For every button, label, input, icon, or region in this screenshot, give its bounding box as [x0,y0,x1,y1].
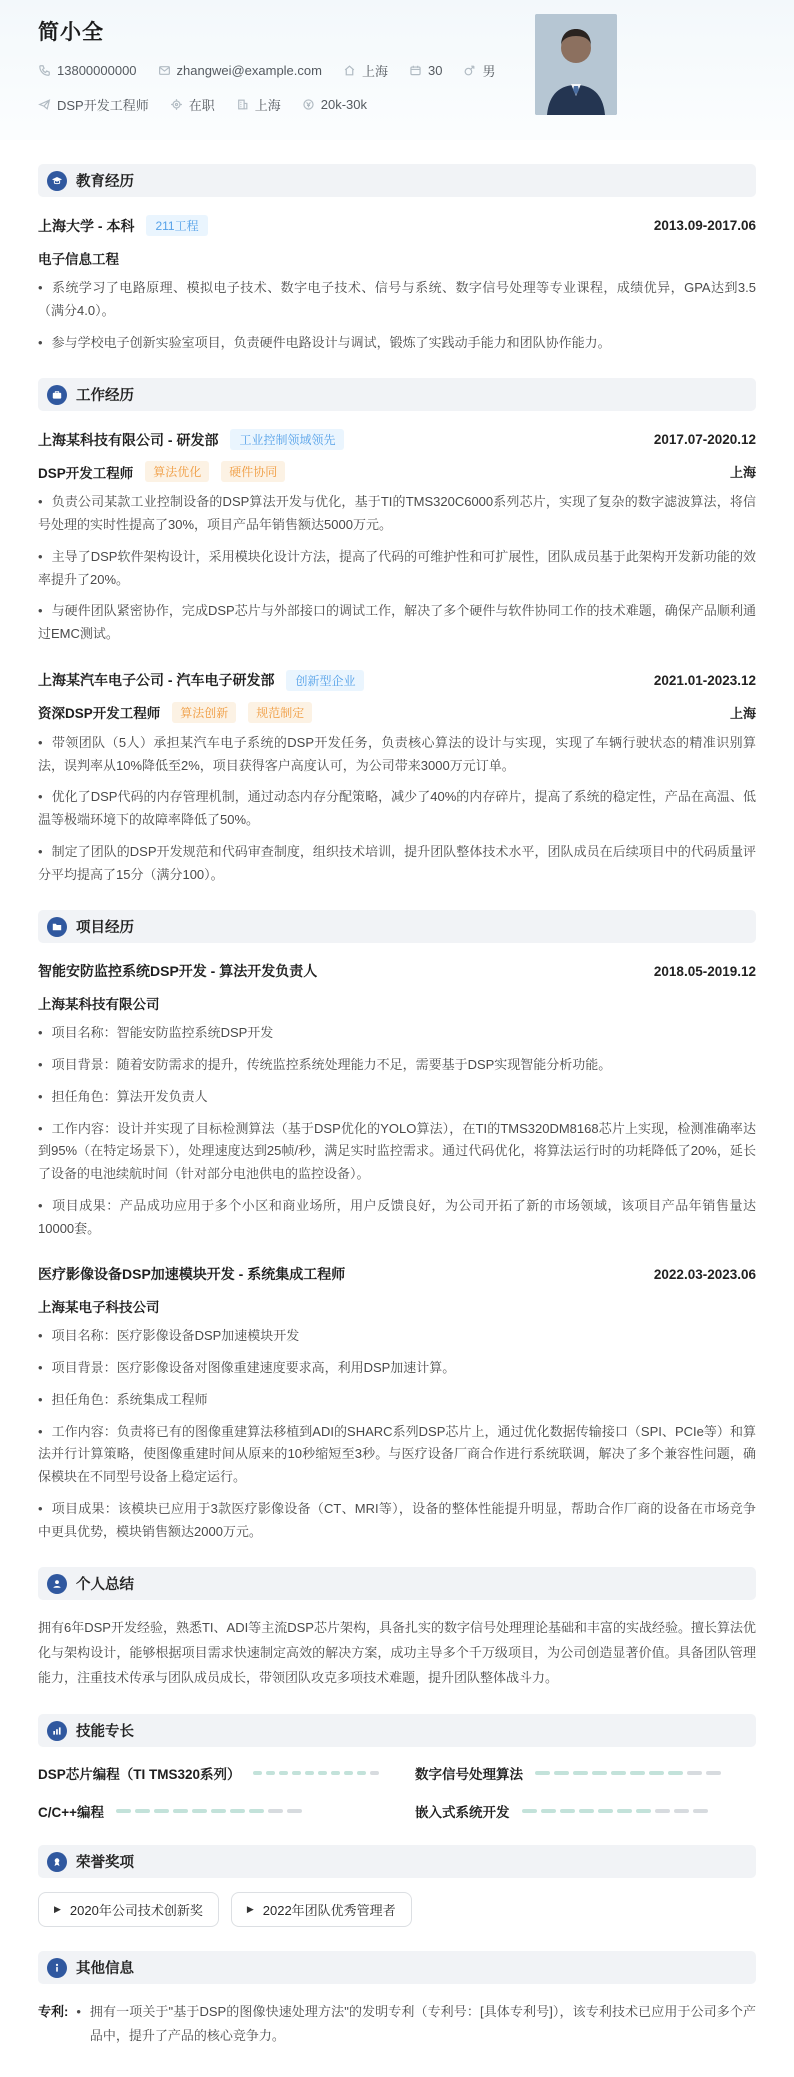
info-icon [47,1958,67,1978]
bullet-dot: • [76,2004,81,2020]
work-bullet: • 与硬件团队紧密协作，完成DSP芯片与外部接口的调试工作，解决了多个硬件与软件协同工作的技术难题，确保产品顺利通过EMC测试。 [38,600,756,646]
section-summary [38,1567,756,1690]
project-name: 智能安防监控系统DSP开发 - 算法开发负责人 [38,963,318,980]
honor-button[interactable] [38,1892,219,1927]
caret-right-icon: ▶ [54,1904,61,1915]
age-value: 30 [427,63,443,78]
skills-title: 技能专长 [76,1724,134,1741]
work-location: 上海 [729,465,756,481]
company-name: 上海某科技有限公司 - 研发部 [38,431,219,448]
location-icon [343,64,356,77]
projects-section-header [38,910,756,943]
age-item [409,63,442,78]
school-badge: 211工程 [146,215,207,236]
gender-item [463,61,495,80]
patent-item [38,2000,756,2047]
email-value: zhangwei@example.com [176,63,322,78]
project-bullet: • 项目成果：该模块已应用于3款医疗影像设备（CT、MRI等），设备的整体性能提升明显，帮助合作厂商的设备在市场竞争中更具优势，模块销售额达2000万元。 [38,1498,756,1544]
job-title-icon [38,98,51,111]
salary-value: 20k-30k [320,97,368,112]
profile-photo [535,14,617,115]
education-bullet: • 系统学习了电路原理、模拟电子技术、数字电子技术、信号与系统、数字信号处理等专业课程，成绩优异，GPA达到3.5（满分4.0）。 [38,277,756,323]
project-bullet: • 项目名称：智能安防监控系统DSP开发 [38,1022,756,1045]
project-entry [38,1264,756,1543]
honor-button[interactable] [231,1892,412,1927]
work-section-header [38,378,756,411]
city-value: 上海 [254,98,281,113]
school-name: 上海大学 - 本科 [38,217,135,234]
work-entry [38,429,756,646]
city-item [236,95,281,114]
section-projects [38,910,756,1543]
work-icon [47,385,67,405]
caret-right-icon: ▶ [246,1904,254,1915]
honors-section-header [38,1845,756,1878]
work-date: 2017.07-2020.12 [653,432,756,448]
work-bullet: • 优化了DSP代码的内存管理机制，通过动态内存分配策略，减少了40%的内存碎片，提高了系统的稳定性，产品在高温、低温等极端环境下的故障率降低了50%。 [38,786,756,832]
summary-section-header [38,1567,756,1600]
resume-header [0,0,794,140]
education-date: 2013.09-2017.06 [653,218,756,233]
other-title: 其他信息 [76,1961,134,1978]
city-icon [236,98,249,111]
status-icon [170,98,183,111]
salary-item [302,97,367,112]
skill-item [38,1801,379,1821]
summary-icon [47,1574,67,1594]
work-entry [38,670,756,887]
salary-icon [302,98,315,111]
role-tag: 算法优化 [145,461,209,482]
summary-text: 拥有6年DSP开发经验，熟悉TI、ADI等主流DSP芯片架构，具备扎实的数字信号处理理论基础和丰富的实战经验。擅长算法优化与架构设计，能够根据项目需求快速制定高效的解决方案，成功主导多个千万级项目，为公司创造显著价值。具备团队管理能力，注重技术传承与团队成员成长，带领团队攻克多项技术难题，提升团队整体战斗力。 [38,1620,756,1685]
education-entry [38,215,756,354]
phone-value: 13800000000 [57,63,137,78]
job-role: DSP开发工程师 [38,465,134,481]
job-title-item [38,95,149,114]
skill-bar [522,1809,757,1813]
patent-text: 拥有一项关于"基于DSP的图像快速处理方法"的发明专利（专利号：[具体专利号]），该专利技术已应用于公司多个产品中，提升了产品的核心竞争力。 [89,2004,756,2043]
email-item [158,63,322,78]
projects-icon [47,917,67,937]
work-bullet: • 带领团队（5人）承担某汽车电子系统的DSP开发任务，负责核心算法的设计与实现，实现了车辆行驶状态的精准识别算法，误判率从10%降低至2%，项目获得客户高度认可，为公司带来3000万元订单。 [38,732,756,778]
education-bullet: • 参与学校电子创新实验室项目，负责硬件电路设计与调试，锻炼了实践动手能力和团队协作能力。 [38,332,756,355]
project-company: 上海某电子科技公司 [38,1300,160,1316]
skill-bar [535,1771,756,1775]
work-bullet: • 负责公司某款工业控制设备的DSP算法开发与优化，基于TI的TMS320C6000系列芯片，实现了复杂的数字滤波算法，将信号处理的实时性提高了30%，项目产品年销售额达5000万元。 [38,491,756,537]
project-name: 医疗影像设备DSP加速模块开发 - 系统集成工程师 [38,1266,346,1283]
skill-item [38,1763,379,1783]
project-date: 2022.03-2023.06 [653,1266,756,1282]
other-section-header [38,1951,756,1984]
phone-item [38,63,137,78]
work-location: 上海 [729,705,756,721]
project-bullet: • 工作内容：设计并实现了目标检测算法（基于DSP优化的YOLO算法），在TI的TMS320DM8168芯片上实现，检测准确率达到95%（在特定场景下），处理速度达到25帧/秒，满足实时监控需求。通过代码优化，将算法运行时的功耗降低了20%，延长了设备的电池续航时间（针对部分电池供电的监控设备）。 [38,1118,756,1186]
skill-label: 嵌入式系统开发 [415,1805,510,1821]
email-icon [158,64,171,77]
project-bullet: • 项目背景：随着安防需求的提升，传统监控系统处理能力不足，需要基于DSP实现智能分析功能。 [38,1054,756,1077]
location-item [343,61,388,80]
company-badge: 工业控制领域领先 [230,429,344,450]
role-tag: 硬件协同 [221,461,285,482]
project-bullet: • 担任角色：算法开发负责人 [38,1086,756,1109]
skill-bar [253,1771,379,1775]
skill-item [415,1801,756,1821]
summary-title: 个人总结 [76,1577,134,1594]
work-bullet: • 制定了团队的DSP开发规范和代码审查制度，组织技术培训，提升团队整体技术水平，团队成员在后续项目中的代码质量评分平均提高了15分（满分100）。 [38,841,756,887]
job-role: 资深DSP开发工程师 [38,706,161,722]
skill-label: 数字信号处理算法 [415,1767,523,1783]
project-date: 2018.05-2019.12 [653,963,756,979]
status-item [170,95,215,114]
skill-label: C/C++编程 [38,1805,105,1821]
phone-icon [38,64,51,77]
section-honors [38,1845,756,1927]
role-tag: 规范制定 [248,702,312,723]
project-bullet: • 项目名称：医疗影像设备DSP加速模块开发 [38,1325,756,1348]
role-tag: 算法创新 [172,702,236,723]
skill-item [415,1763,756,1783]
honors-icon [47,1852,67,1872]
status-value: 在职 [188,98,215,113]
honor-label: 2022年团队优秀管理者 [262,1903,396,1919]
project-bullet: • 工作内容：负责将已有的图像重建算法移植到ADI的SHARC系列DSP芯片上，通过优化数据传输接口（SPI、PCIe等）和算法并行计算策略，使图像重建时间从原来的10秒缩短至3秒。与医疗设备厂商合作进行系统联调，解决了多个兼容性问题，确保模块在不同型号设备上稳定运行。 [38,1421,756,1489]
job-title-value: DSP开发工程师 [57,98,149,113]
education-icon [47,171,67,191]
section-work [38,378,756,886]
project-company: 上海某科技有限公司 [38,997,160,1013]
section-skills [38,1714,756,1821]
contact-row-2 [38,95,756,114]
gender-icon [463,64,476,77]
patent-label: 专利: [38,2004,69,2020]
work-bullet: • 主导了DSP软件架构设计，采用模块化设计方法，提高了代码的可维护性和可扩展性，团队成员基于此架构开发新功能的效率提升了20%。 [38,546,756,592]
project-bullet: • 担任角色：系统集成工程师 [38,1389,756,1412]
company-name: 上海某汽车电子公司 - 汽车电子研发部 [38,672,275,689]
skills-section-header [38,1714,756,1747]
education-title: 教育经历 [76,174,134,190]
honors-title: 荣誉奖项 [76,1855,134,1872]
education-section-header [38,164,756,197]
section-education [38,164,756,354]
project-entry [38,961,756,1240]
skill-label: DSP芯片编程（TI TMS320系列） [38,1767,241,1783]
work-title: 工作经历 [76,388,134,405]
project-bullet: • 项目背景：医疗影像设备对图像重建速度要求高，利用DSP加速计算。 [38,1357,756,1380]
honor-label: 2020年公司技术创新奖 [69,1903,203,1919]
project-bullet: • 项目成果：产品成功应用于多个小区和商业场所，用户反馈良好，为公司开拓了新的市场领域，该项目产品年销售量达10000套。 [38,1195,756,1241]
candidate-name: 简小全 [38,21,104,44]
location-value: 上海 [361,64,388,79]
contact-row-1 [38,61,756,80]
projects-title: 项目经历 [76,920,134,937]
gender-value: 男 [482,64,496,79]
education-major: 电子信息工程 [38,252,119,267]
section-other [38,1951,756,2047]
age-icon [409,64,422,77]
company-badge: 创新型企业 [286,670,364,691]
skill-bar [116,1809,379,1813]
work-date: 2021.01-2023.12 [653,672,756,688]
skills-icon [47,1721,67,1741]
